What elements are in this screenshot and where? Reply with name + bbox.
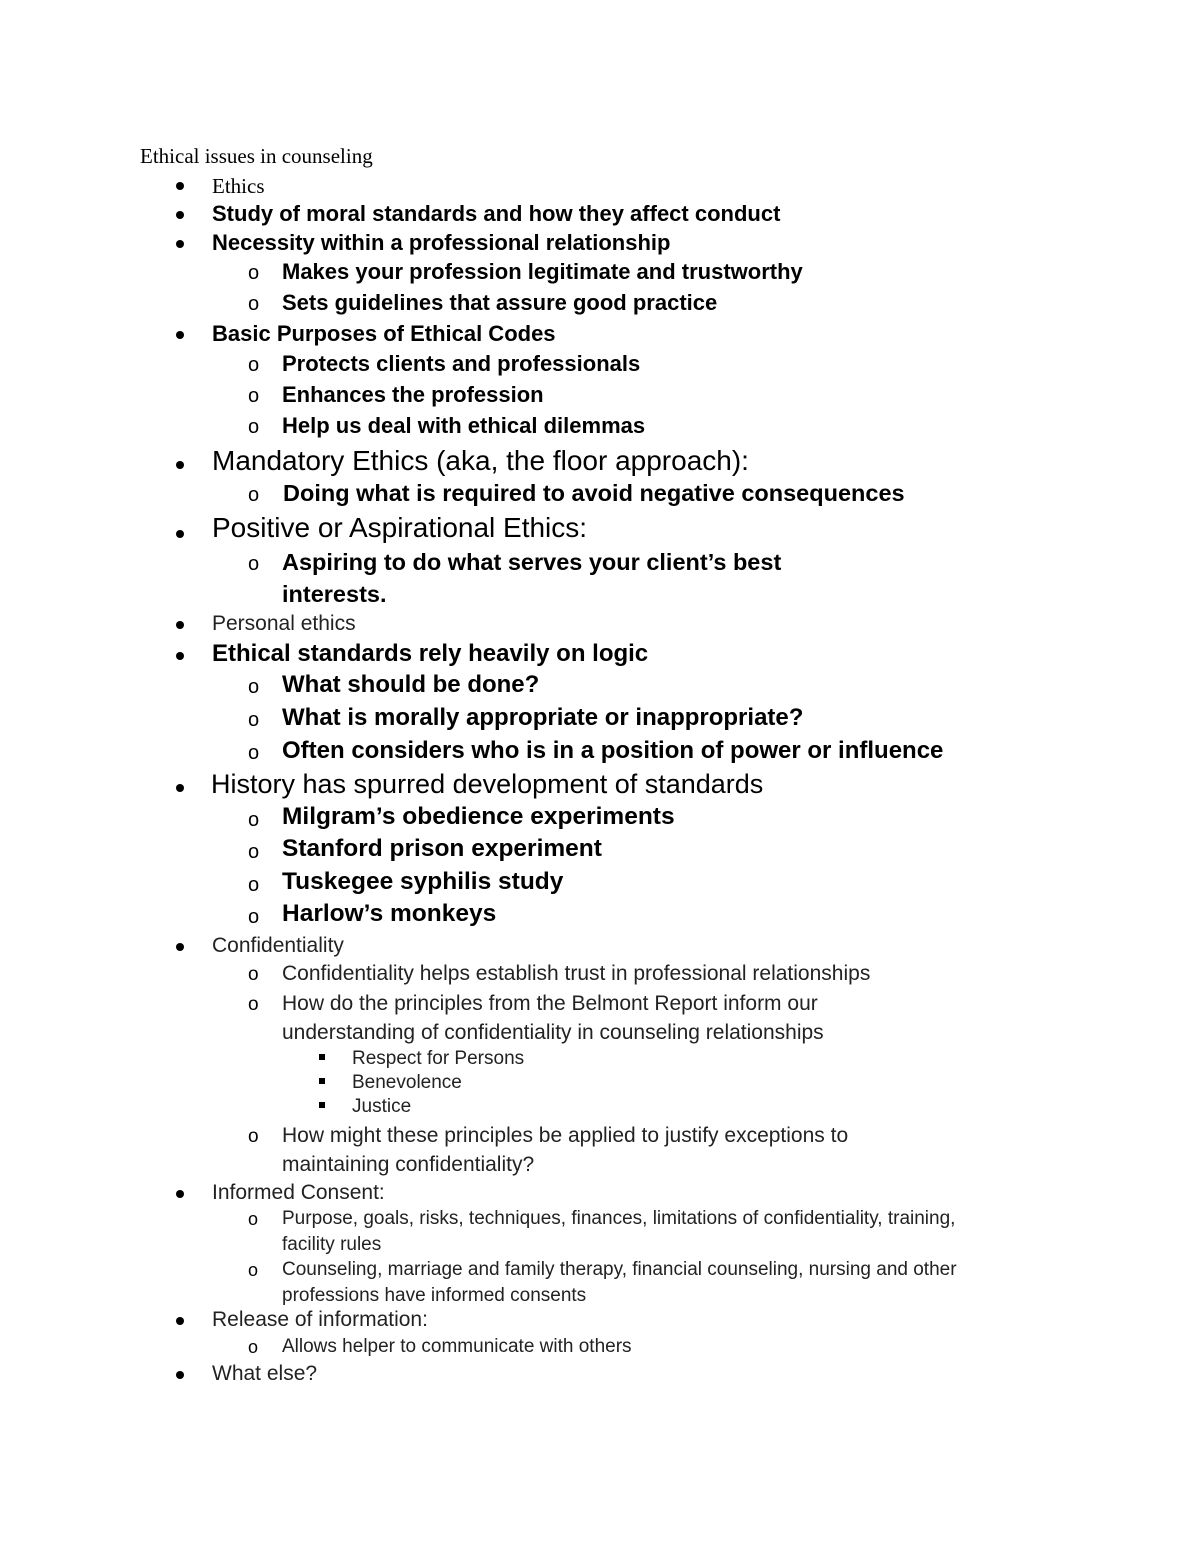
bullet-icon [176,240,184,248]
list-item: Aspiring to do what serves your client’s best [282,549,782,575]
list-item-continuation: maintaining confidentiality? [282,1153,535,1176]
list-item-continuation: understanding of confidentiality in counseling relationships [282,1021,824,1044]
list-item: Confidentiality helps establish trust in professional relationships [282,962,871,985]
bullet-icon [176,461,184,469]
list-item: Help us deal with ethical dilemmas [282,413,646,438]
list-item: Often considers who is in a position of power or influence [282,737,944,764]
list-item: Positive or Aspirational Ethics: [212,512,588,543]
list-item: Enhances the profession [282,382,544,407]
list-item: Release of information: [212,1308,428,1331]
circle-bullet-icon: o [248,484,260,506]
circle-bullet-icon: o [248,354,260,376]
list-item: Benevolence [352,1072,462,1093]
bullet-icon [176,621,184,629]
list-item: Ethics [212,174,265,198]
list-item-continuation: interests. [282,581,387,607]
circle-bullet-icon: o [248,1126,259,1147]
bullet-icon [176,211,184,219]
circle-bullet-icon: o [248,676,260,698]
list-item: Harlow’s monkeys [282,900,497,927]
bullet-icon [176,1371,184,1379]
list-item: Counseling, marriage and family therapy, financial counseling, nursing and other [282,1259,957,1280]
list-item: Personal ethics [212,612,356,635]
list-item: Confidentiality [212,934,344,957]
circle-bullet-icon: o [248,416,260,438]
list-item-continuation: professions have informed consents [282,1285,587,1306]
bullet-icon [176,331,184,339]
circle-bullet-icon: o [248,906,260,928]
bullet-icon [176,652,184,660]
circle-bullet-icon: o [248,964,259,985]
bullet-icon [176,1190,184,1198]
square-bullet-icon [319,1078,325,1084]
list-item: Protects clients and professionals [282,351,641,376]
document-title: Ethical issues in counseling [140,144,373,168]
list-item: What is morally appropriate or inappropriate? [282,704,804,731]
bullet-icon [176,784,184,792]
circle-bullet-icon: o [248,1337,259,1357]
square-bullet-icon [319,1054,325,1060]
list-item: Doing what is required to avoid negative consequences [283,480,905,506]
list-item: Tuskegee syphilis study [282,868,564,895]
list-item: Allows helper to communicate with others [282,1336,632,1357]
list-item: Mandatory Ethics (aka, the floor approach): [212,445,749,476]
list-item: Basic Purposes of Ethical Codes [212,321,556,346]
list-item: Necessity within a professional relationship [212,230,671,255]
circle-bullet-icon: o [248,809,260,831]
circle-bullet-icon: o [248,385,260,407]
list-item: Makes your profession legitimate and trustworthy [282,259,803,284]
list-item: Ethical standards rely heavily on logic [212,640,649,667]
list-item: Stanford prison experiment [282,835,602,862]
bullet-icon [176,1317,184,1325]
circle-bullet-icon: o [248,262,260,284]
circle-bullet-icon: o [248,1209,259,1229]
list-item-continuation: facility rules [282,1234,382,1255]
circle-bullet-icon: o [248,709,260,731]
list-item: Milgram’s obedience experiments [282,803,675,830]
circle-bullet-icon: o [248,553,260,575]
circle-bullet-icon: o [248,742,260,764]
list-item: Respect for Persons [352,1048,525,1069]
list-item: What else? [212,1362,318,1385]
list-item: How might these principles be applied to justify exceptions to [282,1124,849,1147]
circle-bullet-icon: o [248,874,260,896]
list-item: Purpose, goals, risks, techniques, finances, limitations of confidentiality, training, [282,1208,956,1229]
list-item: Study of moral standards and how they affect conduct [212,201,781,226]
list-item: How do the principles from the Belmont Report inform our [282,992,818,1015]
circle-bullet-icon: o [248,293,260,315]
bullet-icon [176,182,184,190]
square-bullet-icon [319,1102,325,1108]
list-item: History has spurred development of standards [211,769,764,799]
list-item: Sets guidelines that assure good practice [282,290,718,315]
list-item: Informed Consent: [212,1181,385,1204]
circle-bullet-icon: o [248,994,259,1015]
circle-bullet-icon: o [248,841,260,863]
list-item: Justice [352,1096,412,1117]
bullet-icon [176,530,184,538]
circle-bullet-icon: o [248,1260,259,1280]
bullet-icon [176,943,184,951]
list-item: What should be done? [282,671,540,698]
